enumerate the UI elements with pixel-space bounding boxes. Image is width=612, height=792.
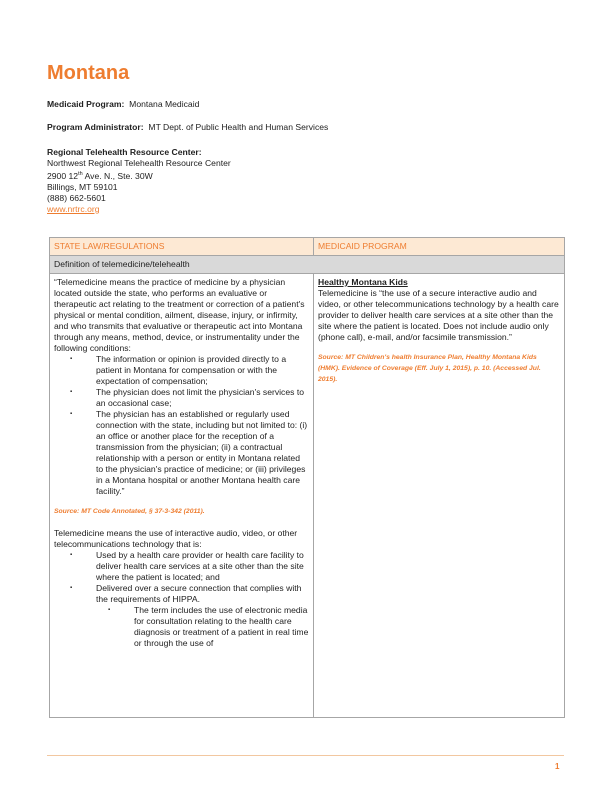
state-law-paragraph-2: Telemedicine means the use of interactive audio, video, or other telecommunications technology that is: — [54, 528, 298, 549]
list-item: ▪ The information or opinion is provided directly to a patient in Montana for compensation or with the expectation of compensation; — [96, 354, 309, 387]
state-law-source-1: Source: MT Code Annotated, § 37-3-342 (2011). — [54, 508, 205, 515]
section-title: Definition of telemedicine/telehealth — [50, 256, 565, 274]
medicaid-program-title: Healthy Montana Kids — [318, 277, 408, 287]
list-item: ▪ The physician has an established or regularly used connection with the state, including but not limited to: (i) an office or another place for the reception of a transmission from the physician; (ii) a contractual relationship with a person or entity in Montana related to the physician's practice of medicine; or (iii) privileges in a Montana hospital or another Montana health care facility.” — [96, 409, 309, 497]
section-row — [50, 256, 565, 274]
medicaid-program-line — [47, 99, 199, 109]
page-number: 1 — [555, 762, 560, 771]
page-title: Montana — [47, 62, 130, 84]
footer-divider — [47, 755, 564, 756]
state-law-bullets-1 — [54, 354, 309, 497]
resource-center-street — [47, 169, 231, 182]
street-rest: Ave. N., Ste. 30W — [82, 170, 153, 181]
list-item: ▪ The term includes the use of electronic media for consultation relating to the health care diagnosis or treatment of a patient in real time or through the use of — [134, 605, 309, 649]
medicaid-program-value: Montana Medicaid — [129, 99, 200, 109]
list-item: ▪ The physician does not limit the physician's services to an occasional case; — [96, 387, 309, 409]
medicaid-program-label: Medicaid Program: — [47, 99, 125, 109]
state-law-cell — [50, 274, 314, 718]
program-administrator-value: MT Dept. of Public Health and Human Services — [148, 122, 329, 132]
resource-center-city: Billings, MT 59101 — [47, 181, 118, 192]
street-number: 2900 12 — [47, 170, 79, 181]
resource-center-name: Northwest Regional Telehealth Resource Center — [47, 158, 231, 168]
medicaid-definition: Telemedicine is “the use of a secure interactive audio and video, or other telecommunications technology by a health care provider to deliver health care services at a site other than the site where the patient is located. Does not include audio only (phone call), e-mail, and/or facsimile transmission.” — [318, 288, 559, 342]
street-suffix: th — [78, 171, 83, 177]
resource-center-phone: (888) 662-5601 — [47, 192, 106, 203]
header-medicaid-program: MEDICAID PROGRAM — [314, 238, 565, 256]
resource-center-label: Regional Telehealth Resource Center: — [47, 147, 202, 157]
resource-center-block — [47, 147, 231, 215]
state-law-sub-bullets — [96, 605, 309, 649]
list-item-text: Delivered over a secure connection that complies with the requirements of HIPPA. — [96, 583, 302, 604]
state-law-bullets-2 — [54, 550, 309, 649]
list-item — [96, 583, 309, 649]
state-law-paragraph-1: “Telemedicine means the practice of medicine by a physician located outside the state, who performs an evaluative or therapeutic act relating to the treatment or correction of a patient's physical or mental condition, ailment, disease, injury, or infirmity, and who transmits that evaluative or therapeutic act into Montana through any means, method, device, or instrumentality under the following conditions: — [54, 277, 305, 353]
header-state-law: STATE LAW/REGULATIONS — [50, 238, 314, 256]
program-administrator-label: Program Administrator: — [47, 122, 144, 132]
telemedicine-table — [49, 237, 565, 718]
program-administrator-line — [47, 122, 328, 132]
medicaid-source: Source: MT Children's health Insurance Plan, Healthy Montana Kids (HMK). Evidence of Coverage (Eff. July 1, 2015), p. 10. (Accessed Jul. 2015). — [318, 354, 541, 383]
table-header-row — [50, 238, 565, 256]
table-row — [50, 274, 565, 718]
resource-center-website-link[interactable]: www.nrtrc.org — [47, 203, 100, 214]
medicaid-cell — [314, 274, 565, 718]
list-item: ▪ Used by a health care provider or health care facility to deliver health care services at a site other than the site where the patient is located; and — [96, 550, 309, 583]
